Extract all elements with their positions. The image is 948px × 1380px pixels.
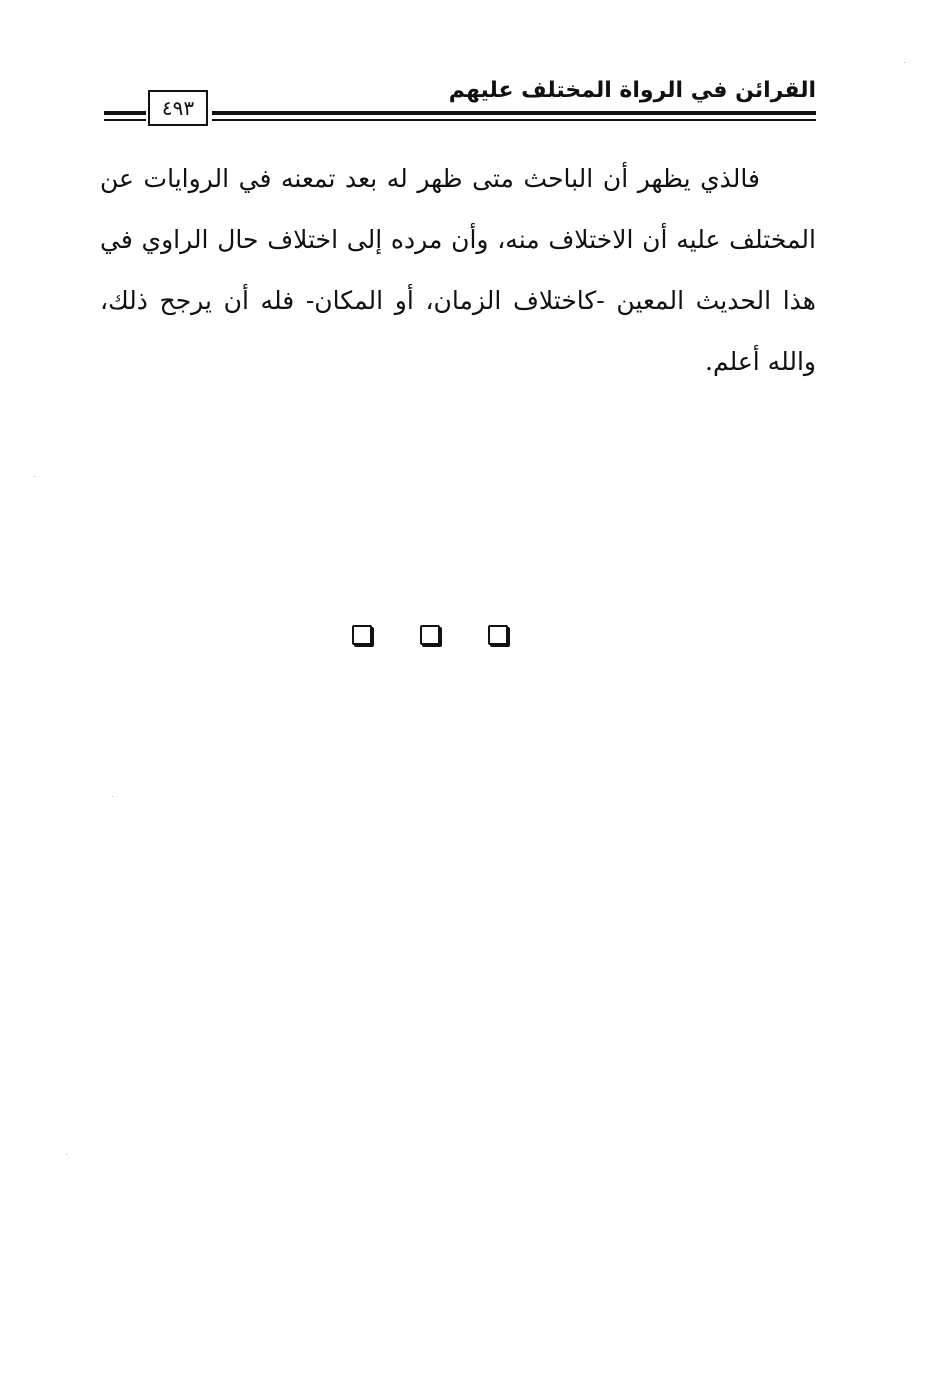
hollow-square-icon xyxy=(420,625,440,645)
hollow-square-icon xyxy=(488,625,508,645)
header-rule xyxy=(212,111,816,115)
hollow-square-icon xyxy=(352,625,372,645)
scan-speck xyxy=(904,62,905,63)
scan-speck xyxy=(66,1154,67,1155)
page-header xyxy=(0,0,948,140)
scan-speck xyxy=(34,476,35,477)
page-number: ٤٩٣ xyxy=(148,90,208,126)
header-rule-left-thin xyxy=(104,119,146,121)
header-rule-thin xyxy=(212,119,816,121)
header-rule-left xyxy=(104,111,146,115)
running-title: القرائن في الرواة المختلف عليهم xyxy=(448,78,816,103)
body-text xyxy=(100,148,816,392)
scan-speck xyxy=(112,796,113,797)
section-end-marks xyxy=(352,622,508,648)
body-paragraph: فالذي يظهر أن الباحث متى ظهر له بعد تمعنه في الروايات عن المختلف عليه أن الاختلاف منه، وأن مرده إلى اختلاف حال الراوي في هذا الحديث المعين -كاختلاف الزمان، أو المكان- فله أن يرجح ذلك، والله أعلم. xyxy=(100,164,816,376)
